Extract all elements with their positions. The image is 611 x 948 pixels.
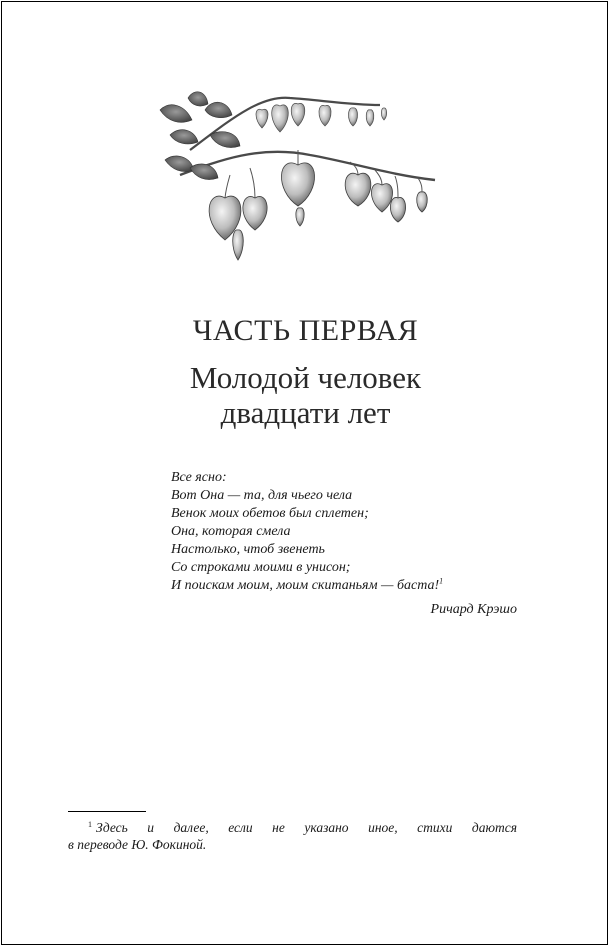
footnote-number: 1 xyxy=(88,819,92,829)
footnote-text-2: в переводе Ю. Фокиной. xyxy=(68,837,207,852)
chapter-title xyxy=(0,360,611,430)
footnote-text-1: Здесь и далее, если не указано иное, стихи даются xyxy=(96,820,517,835)
part-title: ЧАСТЬ ПЕРВАЯ xyxy=(192,314,419,347)
epigraph-line-text: И поискам моим, моим скитаньям — баста! xyxy=(171,578,440,593)
chapter-title-line-2: двадцати лет xyxy=(220,395,391,430)
epigraph-author: Ричард Крэшо xyxy=(430,602,517,617)
footnote-reference[interactable]: 1 xyxy=(439,576,444,586)
epigraph-line: Она, которая смела xyxy=(171,524,291,539)
epigraph xyxy=(171,469,517,619)
epigraph-line: Со строками моими в унисон; xyxy=(171,560,351,575)
bleeding-heart-flower-branch-icon xyxy=(150,80,450,270)
epigraph-line: Настолько, чтоб звенеть xyxy=(171,542,325,557)
epigraph-line-last xyxy=(171,577,517,595)
footnote xyxy=(68,819,517,853)
chapter-title-line-1: Молодой человек xyxy=(189,360,422,395)
epigraph-line: Все ясно: xyxy=(171,470,227,485)
footnote-divider xyxy=(68,811,146,812)
epigraph-line: Венок моих обетов был сплетен; xyxy=(171,506,369,521)
footnote-line-1 xyxy=(68,819,517,836)
epigraph-line: Вот Она — та, для чьего чела xyxy=(171,488,353,503)
